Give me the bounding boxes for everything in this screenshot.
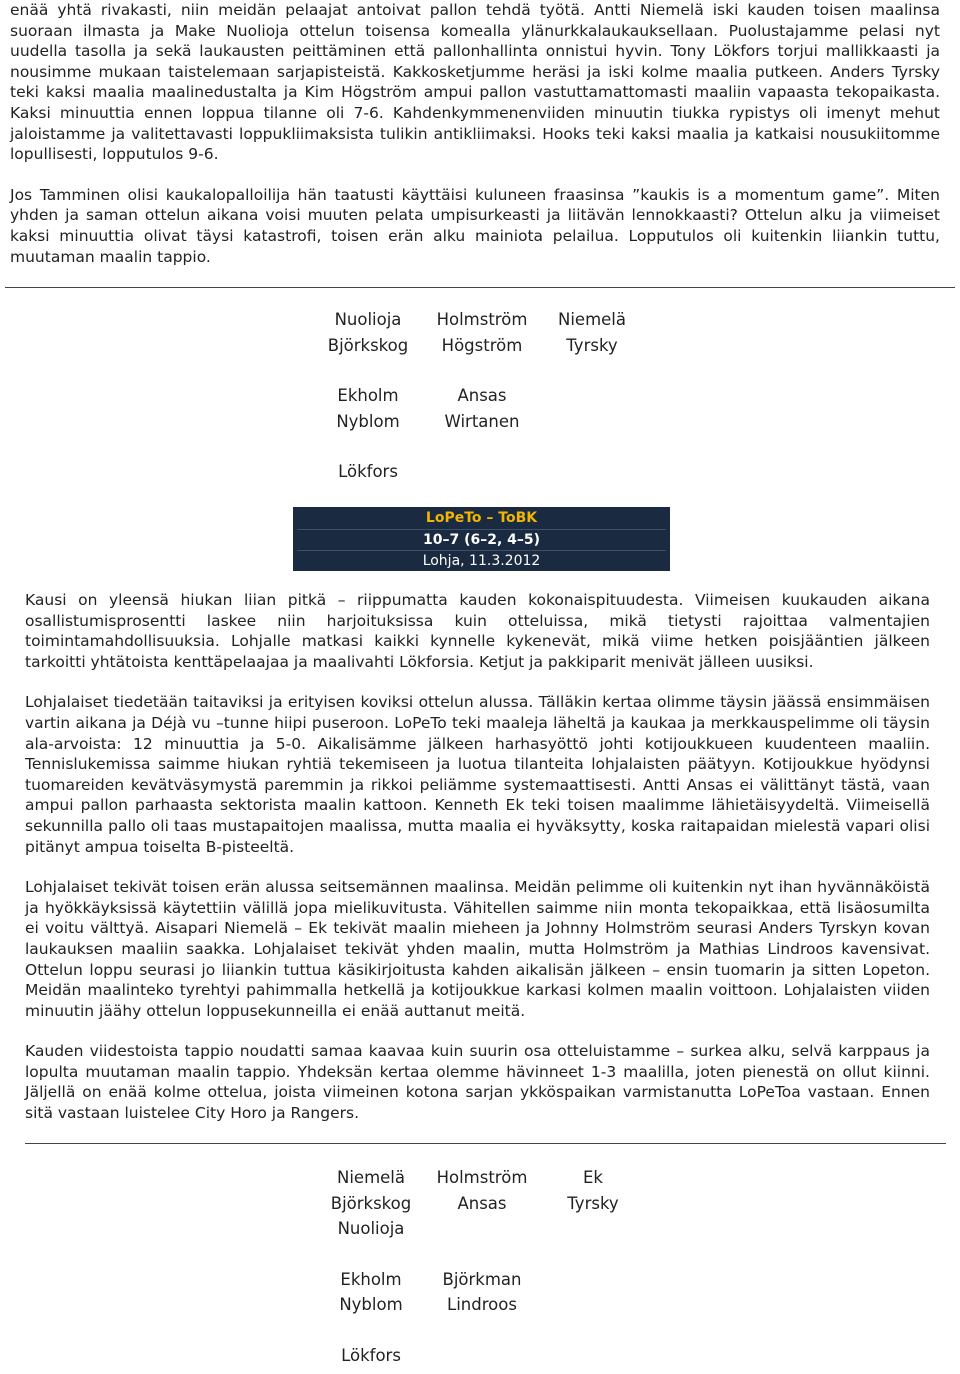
player-name: Ansas: [457, 386, 507, 405]
report-2: [25, 590, 930, 1144]
player-name: Ekholm: [340, 1269, 402, 1289]
score-box: [293, 507, 670, 571]
report-1: [10, 0, 940, 287]
lineup-2: [318, 1165, 646, 1368]
lineup-row: [318, 1165, 646, 1191]
report-2-paragraph: Lohjalaiset tekivät toisen erän alussa seitsemännen maalinsa. Meidän pelimme oli kuitenkin nyt ihan hyvännäköistä ja hyökkäyksissä käytettiin välillä jopa mielikuvitusta. Vähitellen saimme niin monta tekopaikkaa, että lisäosumilta ei voitu välttyä. Aisapari Niemelä – Ek tekivät maalin mieheen ja Johnny Holmström seurasi Anders Tyrskyn kovan laukauksen maaliin saakka. Lohjalaiset tekivät yhden maalin, mutta Holmström ja Mathias Lindroos kavensivat. Ottelun loppu seurasi jo liiankin tuttua käsikirjoitusta kahden aikalisän jälkeen – ensin tuomarin ja sitten Lopeton. Meidän maalinteko tyrehtyi pahimmalla hetkellä ja kotijoukkue karkasi kolmen maalin voittoon. Lohjalaisten viiden minuutin jäähy ottelun loppusekunneilla ei enää auttanut meitä.: [25, 878, 930, 1020]
player-name: Ansas: [457, 1193, 507, 1213]
lineup-row: [318, 1216, 646, 1242]
divider: [25, 1143, 946, 1144]
player-name: Tyrsky: [567, 1193, 619, 1213]
lineup-row: [318, 409, 638, 435]
player-name: Nyblom: [336, 411, 400, 431]
player-name: Tyrsky: [566, 335, 618, 355]
player-name: Björkskog: [330, 1193, 412, 1213]
report-1-paragraph: enää yhtä rivakasti, niin meidän pelaajat antoivat pallon tehdä työtä. Antti Niemelä iski kauden toisen maalinsa suoraan ilmasta ja Make Nuolioja ottelun toisensa komealla ylänurkkalaukauksellaan. Puolustajamme pelasi nyt uudella tasolla ja sekä laukausten peittäminen että pallonhallinta onnistui hyvin. Tony Lökfors torjui mallikkaasti ja nousimme mukaan taistelemaan sarjapisteistä. Kakkosketjumme heräsi ja iski kolme maalia putkeen. Anders Tyrsky teki kaksi maalia maalinedustalta ja Kim Högström ampui pallon vastuttamattomasti maaliin vapaasta tekopaikasta. Kaksi minuuttia ennen loppua tilanne oli 7-6. Kahdenkymmenenviiden minuutin tiukka rypistys oli imenyt mehut jaloistamme ja valitettavasti loppukliimaksista tulikin antikliimaksi. Hooks teki kaksi maalia ja katkaisi nousukiitomme lopullisesti, lopputulos 9-6.: [10, 1, 940, 164]
player-name: Björkskog: [327, 335, 409, 355]
player-name: Nyblom: [339, 1295, 403, 1314]
player-name: Holmström: [436, 310, 528, 329]
match-place-date: Lohja, 11.3.2012: [422, 553, 541, 569]
lineup-row: [318, 1267, 646, 1293]
report-2-paragraph: Lohjalaiset tiedetään taitaviksi ja erityisen koviksi ottelun alussa. Tälläkin kertaa olimme täysin jäässä ensimmäisen vartin aikana ja Déjà vu –tunne hiipi puseroon. LoPeTo teki maaleja läheltä ja kaukaa ja merkkauspelimme oli täysin ala-arvoista: 12 minuuttia ja 5-0. Aikalisämme jälkeen harhasyöttö johti kotijoukkueen kuudenteen maaliin. Tennislukemissa saimme hiukan ryhtiä tekemiseen ja luotua tilanteita lohjalaisten päätyyn. Kotijoukkue hyödynsi tuomareiden kevätväsymystä paremmin ja rikkoi peliämme systemaattisesti. Antti Ansas ei välittänyt tästä, vaan ampui pallon parhaasta sektorista maalin kattoon. Kenneth Ek teki toisen maalimme lähietäisyydeltä. Viimeisellä sekunnilla pallo oli taas mustapaitojen maalissa, mutta maalia ei hyväksytty, koska raitapaidan mielestä vapari olisi pitänyt ampua toiselta B-pisteeltä.: [25, 693, 930, 856]
player-name: Nuolioja: [334, 310, 402, 329]
lineup-row: [318, 459, 638, 485]
lineup-row: [318, 333, 638, 359]
player-name: Ek: [583, 1168, 603, 1187]
lineup-row: [318, 383, 638, 409]
player-name: Högström: [441, 335, 523, 355]
player-name: Niemelä: [558, 310, 626, 329]
report-1-paragraph: Jos Tamminen olisi kaukalopalloilija hän taatusti käyttäisi kuluneen fraasinsa ”kaukis is a momentum game”. Miten yhden ja saman ottelun aikana voisi muuten pelata umpisurkeasti ja liitävän lennokkaasti? Ottelun alku ja viimeiset kaksi minuuttia olivat täysi katastrofi, toisen erän alku mainiota pelailua. Lopputulos oli kuitenkin liiankin tuttu, muutaman maalin tappio.: [10, 185, 940, 266]
divider: [5, 287, 955, 288]
match-teams: LoPeTo – ToBK: [425, 510, 538, 526]
player-name: Niemelä: [337, 1168, 405, 1187]
report-2-paragraph: Kausi on yleensä hiukan liian pitkä – riippumatta kauden kokonaispituudesta. Viimeisen kuukauden aikana osallistumisprosentti laskee niin harjoituksissa kuin otteluissa, mikä tietysti rajoittaa valmentajien toimintamahdollisuuksia. Lohjalle matkasi kaikki kynnelle kykenevät, mikä viime hetken poisjääntien jälkeen tarkoitti yhtätoista kenttäpelaajaa ja maalivahti Lökforsia. Ketjut ja pakkiparit menivät jälleen uusiksi.: [25, 591, 930, 671]
lineup-row: [318, 1191, 646, 1217]
lineup-row: [318, 307, 638, 333]
goalie-name: Lökfors: [341, 1345, 401, 1365]
player-name: Ekholm: [337, 386, 399, 405]
player-name: Björkman: [442, 1269, 522, 1289]
goalie-name: Lökfors: [338, 462, 398, 481]
player-name: Nuolioja: [337, 1219, 405, 1238]
player-name: Holmström: [436, 1168, 528, 1187]
player-name: Lindroos: [447, 1295, 517, 1314]
player-name: Wirtanen: [444, 411, 520, 431]
lineup-1: [318, 307, 638, 485]
lineup-row: [318, 1292, 646, 1318]
report-2-paragraph: Kauden viidestoista tappio noudatti samaa kaavaa kuin suurin osa otteluistamme – surkea alku, selvä karppaus ja lopulta muutaman maalin tappio. Yhdeksän kertaa olemme hävinneet 1-3 maalilla, joten pienestä on ollut kiinni. Jäljellä on enää kolme ottelua, joista viimeinen kotona sarjan ykköspaikan varmistanutta LoPeToa vastaan. Ennen sitä vastaan luistelee City Horo ja Rangers.: [25, 1042, 930, 1123]
match-score: 10–7 (6–2, 4–5): [422, 531, 541, 548]
lineup-row: [318, 1343, 646, 1369]
